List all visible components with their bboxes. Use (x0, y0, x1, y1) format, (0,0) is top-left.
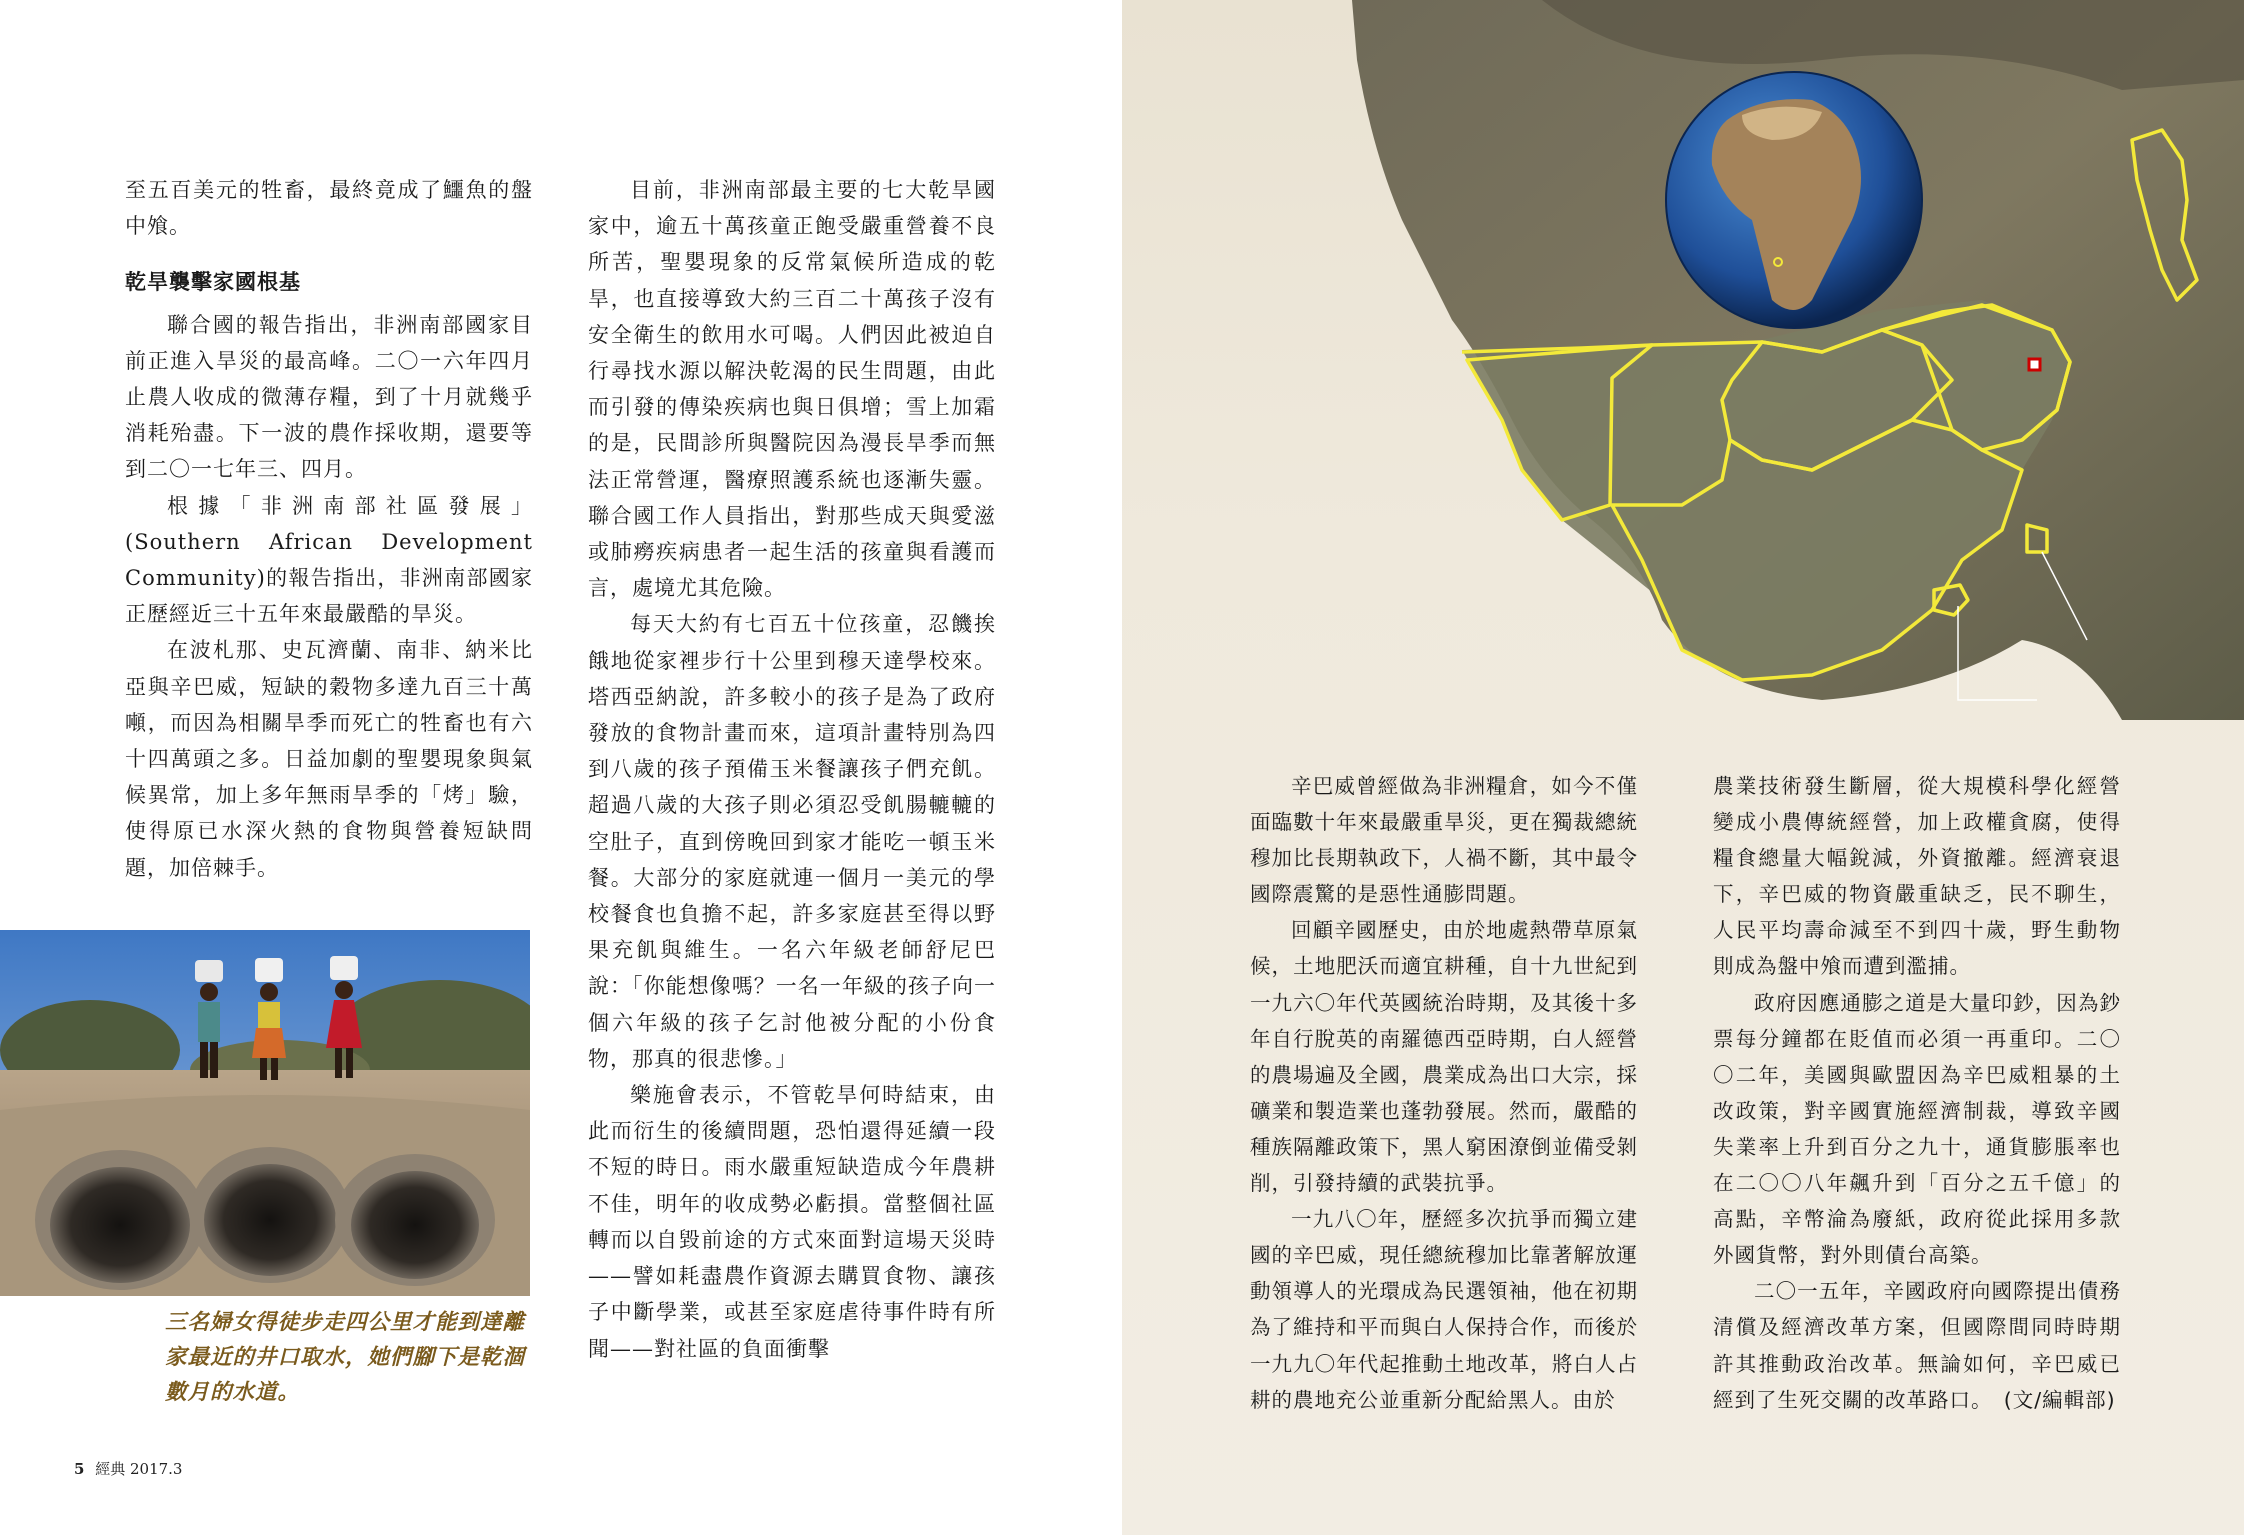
photo-women-carrying-water (0, 930, 530, 1296)
section-heading: 乾旱襲擊家國根基 (125, 270, 301, 295)
paragraph: 樂施會表示，不管乾旱何時結束，由此而衍生的後續問題，恐怕還得延續一段不短的時日。雨水嚴重短缺造成今年農耕不佳，明年的收成勢必虧損。當整個社區轉而以自毀前途的方式來面對這場天災時——譬如耗盡農作資源去購買食物、讓孩子中斷學業，或甚至家庭虐待事件時有所聞——對社區的負面衝擊 (588, 1083, 996, 1361)
article-column-3 (1250, 768, 1638, 1418)
paragraph: 二〇一五年，辛國政府向國際提出債務清償及經濟改革方案，但國際間同時時期許其推動政治改革。無論如何，辛巴威已經到了生死交關的改革路口。 (文/編輯部) (1713, 1279, 2121, 1412)
paragraph: 根據「非洲南部社區發展」(Southern African Development Community)的報告指出，非洲南部國家正歷經近三十五年來最嚴酷的旱災。 (125, 493, 533, 627)
southern-africa-map (1122, 0, 2244, 720)
paragraph: 在波札那、史瓦濟蘭、南非、納米比亞與辛巴威，短缺的穀物多達九百三十萬噸，而因為相關旱季而死亡的牲畜也有六十四萬頭之多。日益加劇的聖嬰現象與氣候異常，加上多年無雨旱季的「烤」驗，使得原已水深火熱的食物與營養短缺問題，加倍棘手。 (125, 638, 533, 880)
magazine-issue: 經典 2017.3 (95, 1460, 183, 1478)
page-footer (74, 1458, 182, 1479)
page-number: 5 (74, 1460, 85, 1478)
photo-caption: 三名婦女得徒步走四公里才能到達離家最近的井口取水，她們腳下是乾涸數月的水道。 (165, 1310, 526, 1405)
paragraph: 回顧辛國歷史，由於地處熱帶草原氣候，土地肥沃而適宜耕種，自十九世紀到一九六〇年代英國統治時期，及其後十多年自行脫英的南羅德西亞時期，白人經營的農場遍及全國，農業成為出口大宗，採礦業和製造業也蓬勃發展。然而，嚴酷的種族隔離政策下，黑人窮困潦倒並備受剝削，引發持續的武裝抗爭。 (1250, 918, 1638, 1196)
paragraph: 農業技術發生斷層，從大規模科學化經營變成小農傳統經營，加上政權貪腐，使得糧食總量大幅銳減，外資撤離。經濟衰退下，辛巴威的物資嚴重缺乏，民不聊生，人民平均壽命減至不到四十歲，野生動物則成為盤中飧而遭到濫捕。 (1713, 774, 2121, 979)
paragraph: 至五百美元的牲畜，最終竟成了鱷魚的盤中飧。 (125, 178, 533, 239)
paragraph: 一九八〇年，歷經多次抗爭而獨立建國的辛巴威，現任總統穆加比靠著解放運動領導人的光環成為民選領袖，他在初期為了維持和平而與白人保持合作，而後於一九九〇年代起推動土地改革，將白人占耕的農地充公並重新分配給黑人。由於 (1250, 1207, 1638, 1412)
paragraph: 目前，非洲南部最主要的七大乾旱國家中，逾五十萬孩童正飽受嚴重營養不良所苦，聖嬰現象的反常氣候所造成的乾旱，也直接導致大約三百二十萬孩子沒有安全衛生的飲用水可喝。人們因此被迫自行尋找水源以解決乾渴的民生問題，由此而引發的傳染疾病也與日俱增；雪上加霜的是，民間診所與醫院因為漫長旱季而無法正常營運，醫療照護系統也逐漸失靈。聯合國工作人員指出，對那些成天與愛滋或肺癆疾病患者一起生活的孩童與看護而言，處境尤其危險。 (588, 178, 996, 601)
article-column-4 (1713, 768, 2121, 1418)
paragraph: 辛巴威曾經做為非洲糧倉，如今不僅面臨數十年來最嚴重旱災，更在獨裁總統穆加比長期執政下，人禍不斷，其中最令國際震驚的是惡性通膨問題。 (1250, 774, 1638, 907)
paragraph: 聯合國的報告指出，非洲南部國家目前正進入旱災的最高峰。二〇一六年四月止農人收成的微薄存糧，到了十月就幾乎消耗殆盡。下一波的農作採收期，還要等到二〇一七年三、四月。 (125, 312, 533, 482)
article-column-1 (125, 172, 533, 886)
paragraph: 每天大約有七百五十位孩童，忍饑挨餓地從家裡步行十公里到穆天達學校來。塔西亞納說，許多較小的孩子是為了政府發放的食物計畫而來，這項計畫特別為四到八歲的孩子預備玉米餐讓孩子們充飢。超過八歲的大孩子則必須忍受飢腸轆轆的空肚子，直到傍晚回到家才能吃一頓玉米餐。大部分的家庭就連一個月一美元的學校餐食也負擔不起，許多家庭甚至得以野果充飢與維生。一名六年級老師舒尼巴說：「你能想像嗎？一名一年級的孩子向一個六年級的孩子乞討他被分配的小份食物，那真的很悲慘。」 (588, 612, 996, 1071)
article-column-2 (588, 172, 996, 1367)
paragraph: 政府因應通膨之道是大量印鈔，因為鈔票每分鐘都在貶值而必須一再重印。二〇〇二年，美國與歐盟因為辛巴威粗暴的土改政策，對辛國實施經濟制裁，導致辛國失業率上升到百分之九十，通貨膨脹率也在二〇〇八年飆升到「百分之五千億」的高點，辛幣淪為廢紙，政府從此採用多款外國貨幣，對外則債台高築。 (1713, 990, 2121, 1268)
